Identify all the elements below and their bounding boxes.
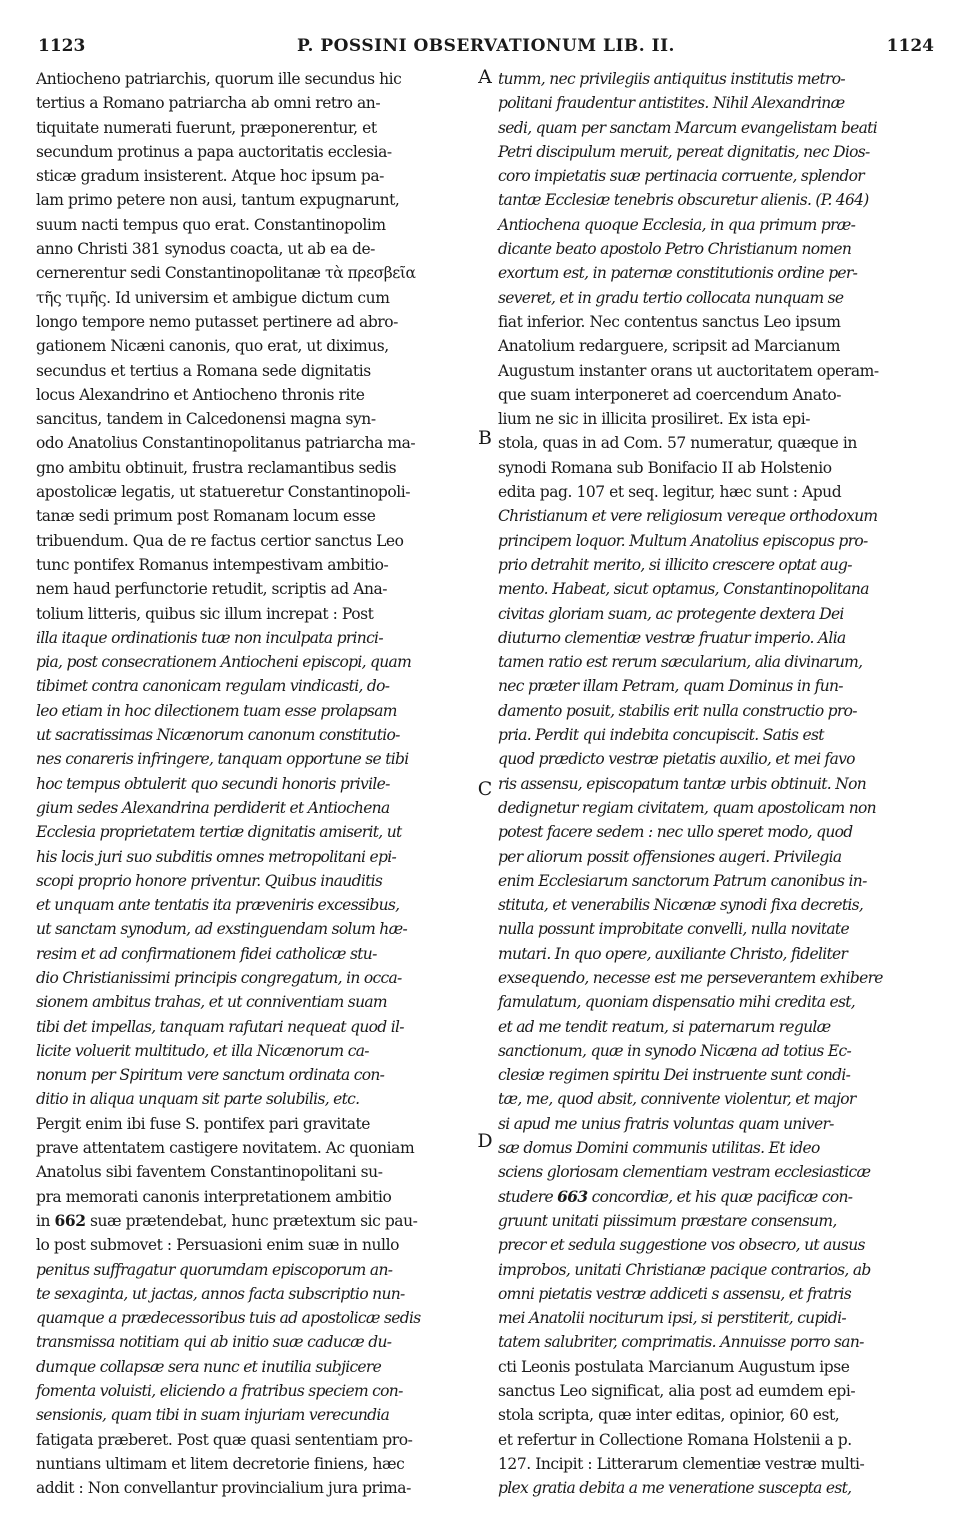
text-line: coro impietatis suæ pertinacia corruente, splendor	[498, 167, 864, 186]
text-line: dedignetur regiam civitatem, quam apostolicam non	[498, 798, 876, 817]
text-line: damento posuit, stabilis erit nulla constructio pro-	[498, 701, 857, 720]
text-line: illa itaque ordinationis tuæ non inculpata princi-	[36, 628, 383, 647]
text-line: Pergit enim ibi fuse S. pontifex pari gravitate	[36, 1114, 371, 1133]
text-line: ut sanctam synodum, ad exstinguendam solum hæ-	[36, 920, 407, 939]
text-line: exsequendo, necesse est me perseverantem exhibere	[498, 968, 883, 987]
text-line: stola, quas in ad Com. 57 numeratur, quæque in	[498, 434, 857, 453]
text-line: sanctus Leo significat, alia post ad eumdem epi-	[498, 1382, 856, 1401]
text-line: transmissa notitiam qui ab initio suæ caducæ du-	[36, 1333, 392, 1352]
text-line: Ecclesia proprietatem tertiæ dignitatis amiserit, ut	[36, 823, 402, 842]
page-number-right: 1124	[886, 36, 934, 56]
text-line: sanctionum, quæ in synodo Nicæna ad totius Ec-	[498, 1041, 852, 1060]
text-line: dio Christianissimi principis congregatum, in occa-	[36, 968, 402, 987]
text-line: sticæ gradum insisterent. Atque hoc ipsum pa-	[36, 167, 384, 186]
text-line: nec præter illam Petram, quam Dominus in fun-	[498, 677, 843, 696]
text-line: apostolicæ legatis, ut statueretur Constantinopoli-	[36, 483, 411, 502]
text-line: exortum est, in paternæ constitutionis ordine per-	[498, 264, 858, 283]
text-line: nonum per Spiritum vere sanctum ordinata con-	[36, 1066, 385, 1085]
text-line: politani fraudentur antistites. Nihil Alexandrinæ	[498, 94, 845, 113]
text-line: omni pietatis vestræ addiceti s assensu, et fratris	[498, 1284, 852, 1303]
text-line: improbos, unitati Christianæ pacique contrarios, ab	[498, 1260, 871, 1279]
text-line: in 662 suæ prætendebat, hunc prætextum sic pau-	[36, 1210, 418, 1230]
text-line: sedi, quam per sanctam Marcum evangelistam beati	[498, 118, 877, 137]
text-line: prave attentatem castigere novitatem. Ac quoniam	[36, 1139, 415, 1158]
text-line: dicante beato apostolo Petro Christianum nomen	[498, 240, 852, 259]
text-line: addit : Non convellantur provincialium jura prima-	[36, 1479, 411, 1498]
text-line: stituta, et venerabilis Nicænæ synodi fixa decretis,	[498, 896, 864, 915]
text-line: que suam interponeret ad coercendum Anato-	[498, 385, 842, 404]
text-line: lam primo petere non ausi, tantum expugnarunt,	[36, 191, 400, 210]
text-line: Antiochena quoque Ecclesia, in qua primum præ-	[498, 215, 856, 234]
margin-marker-b: B	[478, 427, 492, 449]
text-line: synodi Romana sub Bonifacio II ab Holstenio	[498, 458, 832, 477]
text-line: tiquitate numerati fuerunt, præponerentur, et	[36, 118, 377, 137]
text-line: nes conareris infringere, tanquam opportune se tibi	[36, 750, 409, 769]
text-line: sionem ambitus trahas, et ut conniventiam suam	[36, 993, 387, 1012]
text-line: pria. Perdit qui indebita concupiscit. Satis est	[498, 726, 824, 745]
text-line: severet, et in gradu tertio collocata nunquam se	[498, 288, 844, 307]
text-line: licite voluerit multitudo, et illa Nicænorum ca-	[36, 1041, 369, 1060]
text-line: sæ domus Domini communis utilitas. Et ideo	[498, 1139, 820, 1158]
running-title: P. POSSINI OBSERVATIONUM LIB. II.	[297, 36, 675, 56]
text-line: tolium litteris, quibus sic illum increpat : Post	[36, 604, 374, 623]
text-line: quamque a prædecessoribus tuis ad apostolicæ sedis	[36, 1309, 421, 1328]
text-line: et ad me tendit reatum, si paternarum regulæ	[498, 1017, 831, 1036]
text-line: tatem salubriter, comprimatis. Annuisse porro san-	[498, 1333, 864, 1352]
text-line: plex gratia debita a me veneratione suscepta est,	[498, 1479, 852, 1498]
text-line: suum nacti tempus quo erat. Constantinopolim	[36, 215, 386, 234]
text-line: hoc tempus obtulerit quo secundi honoris privile-	[36, 774, 390, 793]
text-line: dumque collapsæ sera nunc et inutilia subjicere	[36, 1357, 382, 1376]
text-line: si apud me unius fratris voluntas quam univer-	[498, 1114, 834, 1133]
text-line: famulatum, quoniam dispensatio mihi credita est,	[498, 993, 855, 1012]
text-line: τῆς τιμῆς. Id universim et ambigue dictum cum	[36, 288, 390, 307]
text-line: prio detrahit merito, si illicito crescere optat aug-	[498, 555, 852, 574]
text-line: tamen ratio est rerum sæcularium, alia divinarum,	[498, 653, 863, 672]
margin-marker-d: D	[477, 1130, 493, 1152]
text-line: tunc pontifex Romanus intempestivam ambitio-	[36, 555, 389, 574]
text-line: Christianum et vere religiosum vereque orthodoxum	[498, 507, 878, 526]
text-line: principem loquor. Multum Anatolius episcopus pro-	[498, 531, 868, 550]
text-line: enim Ecclesiarum sanctorum Patrum canonibus in-	[498, 871, 867, 890]
page-header	[38, 36, 934, 62]
text-line: Augustum instanter orans ut auctoritatem operam-	[498, 361, 879, 380]
text-line: gruunt unitati piissimum præstare consensum,	[498, 1211, 837, 1230]
text-line: Anatolus sibi faventem Constantinopolitani su-	[36, 1163, 383, 1182]
text-line: tanæ sedi primum post Romanam locum esse	[36, 507, 376, 526]
text-line: pra memorati canonis interpretationem ambitio	[36, 1187, 392, 1206]
text-line: per aliorum possit offensiones augeri. Privilegia	[498, 847, 842, 866]
text-line: te sexaginta, ut jactas, annos facta subscriptio nun-	[36, 1284, 405, 1303]
text-line: tæ, me, quod absit, connivente violentur, et major	[498, 1090, 856, 1109]
text-line: nem haud perfunctorie retudit, scriptis ad Ana-	[36, 580, 388, 599]
text-line: mento. Habeat, sicut optamus, Constantinopolitana	[498, 580, 869, 599]
text-line: ditio in aliqua unquam sit parte solubilis, etc.	[36, 1090, 360, 1109]
text-line: et refertur in Collectione Romana Holstenii a p.	[498, 1430, 852, 1449]
text-line: tumm, nec privilegiis antiquitus institutis metro-	[498, 70, 845, 88]
text-line: fiat inferior. Nec contentus sanctus Leo ipsum	[498, 312, 841, 331]
text-line: tertius a Romano patriarcha ab omni retro an-	[36, 94, 381, 113]
text-line: his locis juri suo subditis omnes metropolitani epi-	[36, 847, 397, 866]
text-line: edita pag. 107 et seq. legitur, hæc sunt : Apud	[498, 483, 842, 502]
text-line: stola scripta, quæ inter editas, opinior, 60 est,	[498, 1406, 840, 1425]
text-line: locus Alexandrino et Antiocheno thronis rite	[36, 385, 365, 404]
text-line: ut sacratissimas Nicænorum canonum constitutio-	[36, 726, 400, 745]
right-column	[498, 67, 932, 1498]
text-line: pia, post consecrationem Antiocheni episcopi, quam	[36, 653, 412, 672]
text-line: 127. Incipit : Litterarum clementiæ vestræ multi-	[498, 1454, 865, 1473]
text-line: quod prædicto vestræ pietatis auxilio, et mei favo	[498, 750, 855, 769]
text-line: sancitus, tandem in Calcedonensi magna syn-	[36, 410, 376, 429]
text-line: leo etiam in hoc dilectionem tuam esse prolapsam	[36, 701, 397, 720]
text-line: sciens gloriosam clementiam vestram ecclesiasticæ	[498, 1163, 871, 1182]
text-line: longo tempore nemo putasset pertinere ad abro-	[36, 312, 398, 331]
text-line: ris assensu, episcopatum tantæ urbis obtinuit. Non	[498, 774, 867, 793]
text-line: odo Anatolius Constantinopolitanus patriarcha ma-	[36, 434, 416, 453]
text-line: mutari. In quo opere, auxiliante Christo, fideliter	[498, 944, 848, 963]
text-line: Antiocheno patriarchis, quorum ille secundus hic	[36, 70, 402, 88]
text-line: diuturno clementiæ vestræ fruatur imperio. Alia	[498, 628, 846, 647]
text-line: scopi proprio honore priventur. Quibus inauditis	[36, 871, 383, 890]
page-number-left: 1123	[38, 36, 86, 56]
text-line: cti Leonis postulata Marcianum Augustum ipse	[498, 1357, 850, 1376]
text-line: nuntians ultimam et litem decretorie finiens, hæc	[36, 1454, 405, 1473]
text-line: gno ambitu obtinuit, frustra reclamantibus sedis	[36, 458, 397, 477]
text-line: lium ne sic in illicita prosiliret. Ex ista epi-	[498, 410, 810, 429]
text-line: tantæ Ecclesiæ tenebris obscuretur alienis. (P. 464)	[498, 191, 869, 210]
text-line: secundus et tertius a Romana sede dignitatis	[36, 361, 371, 380]
text-line: nulla possunt improbitate convelli, nulla novitate	[498, 920, 849, 939]
text-line: tribuendum. Qua de re factus certior sanctus Leo	[36, 531, 404, 550]
text-line: studere 663 concordiæ, et his quæ pacificæ con-	[498, 1186, 853, 1206]
margin-marker-a: A	[478, 66, 492, 88]
text-line: gium sedes Alexandrina perdiderit et Antiochena	[36, 798, 390, 817]
text-line: precor et sedula suggestione vos obsecro, ut ausus	[498, 1236, 865, 1255]
text-line: tibimet contra canonicam regulam vindicasti, do-	[36, 677, 390, 696]
text-line: penitus suffragatur quorumdam episcoporum an-	[36, 1260, 393, 1279]
left-column	[36, 67, 470, 1498]
text-line: secundum protinus a papa auctoritatis ecclesia-	[36, 142, 392, 161]
text-line: potest facere sedem : nec ullo speret modo, quod	[498, 823, 853, 842]
text-line: lo post submovet : Persuasioni enim suæ in nullo	[36, 1236, 399, 1255]
text-line: anno Christi 381 synodus coacta, ut ab ea de-	[36, 240, 375, 259]
text-line: gationem Nicæni canonis, quo erat, ut diximus,	[36, 337, 389, 356]
text-line: Petri discipulum meruit, pereat dignitatis, nec Dios-	[498, 142, 870, 161]
text-line: clesiæ regimen spiritu Dei instruente sunt condi-	[498, 1066, 851, 1085]
text-line: tibi det impellas, tanquam rafutari nequeat quod il-	[36, 1017, 404, 1036]
text-line: Anatolium redarguere, scripsit ad Marcianum	[498, 337, 840, 356]
text-line: fatigata præberet. Post quæ quasi sententiam pro-	[36, 1430, 413, 1449]
text-line: civitas gloriam suam, ac protegente dextera Dei	[498, 604, 844, 623]
text-line: et unquam ante tentatis ita præveniris excessibus,	[36, 896, 400, 915]
text-line: mei Anatolii nociturum ipsi, si perstiterit, cupidi-	[498, 1309, 846, 1328]
text-line: sensionis, quam tibi in suam injuriam verecundia	[36, 1406, 390, 1425]
margin-marker-c: C	[477, 778, 493, 800]
text-line: cernerentur sedi Constantinopolitanæ τὰ πρεσβεῖα	[36, 264, 416, 283]
text-line: resim et ad confirmationem fidei catholicæ stu-	[36, 944, 377, 963]
text-line: fomenta voluisti, eliciendo a fratribus speciem con-	[36, 1382, 403, 1401]
